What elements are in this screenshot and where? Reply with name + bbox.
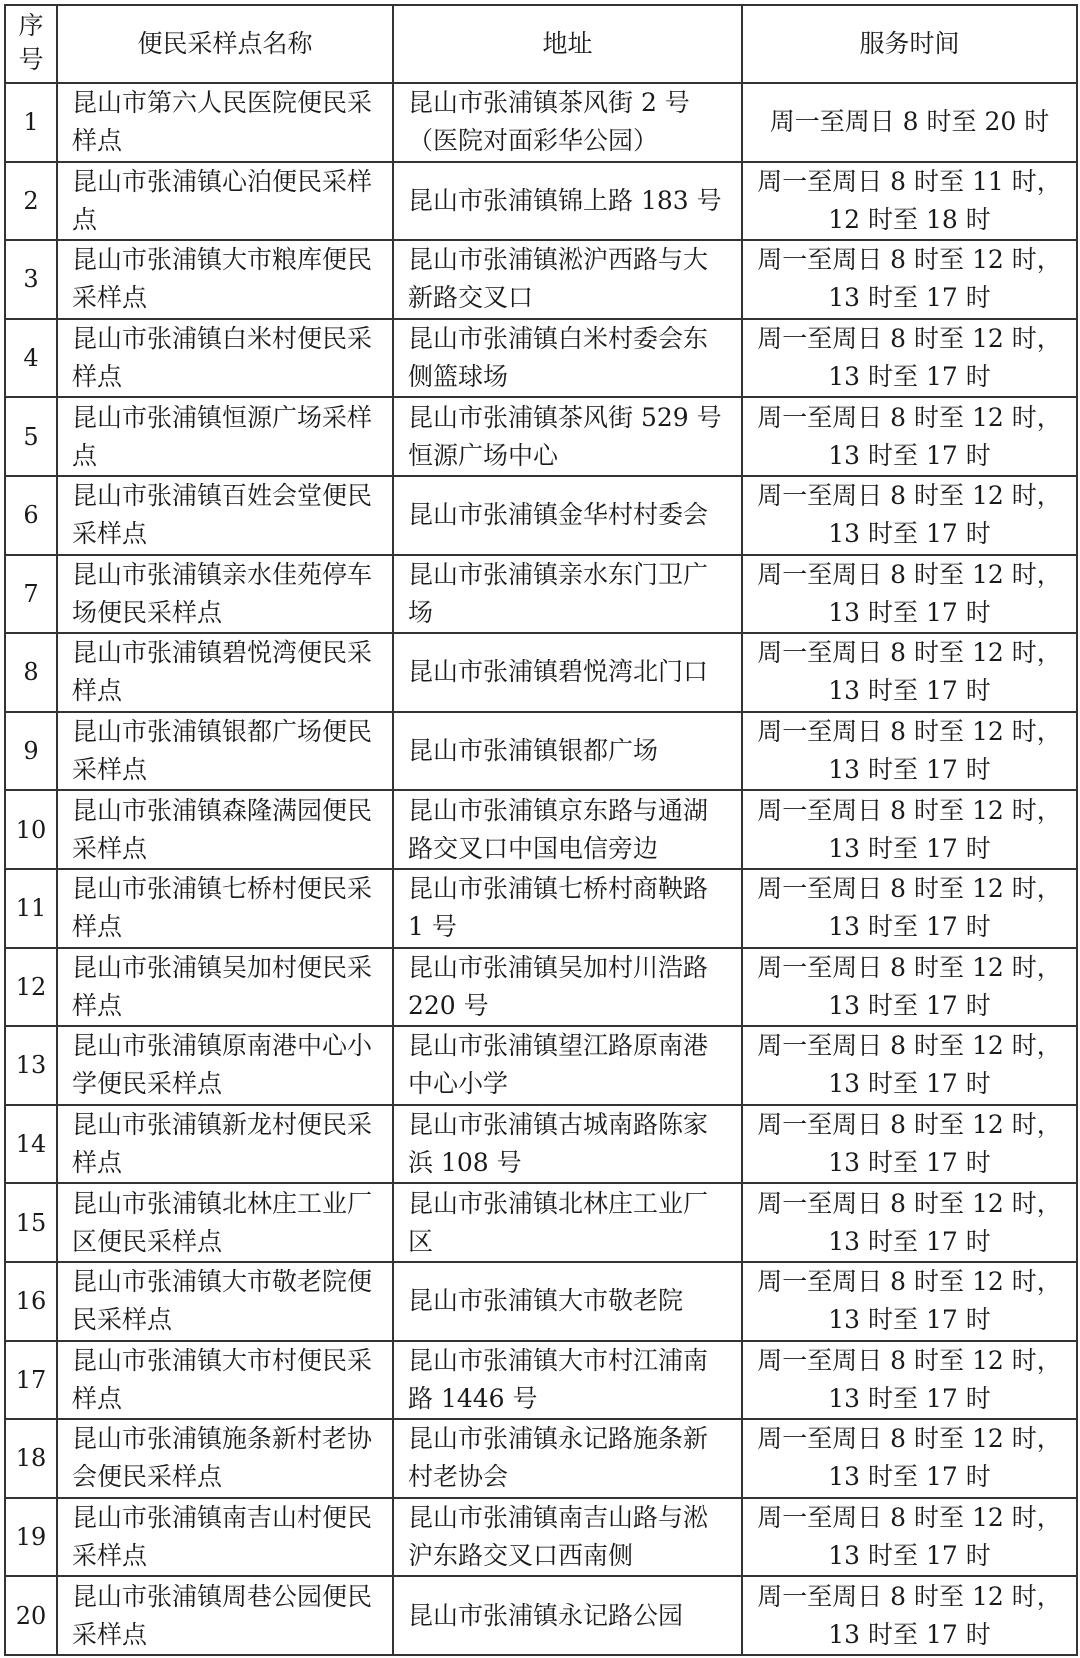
site-name: 昆山市张浦镇大市村便民采样点	[57, 1341, 393, 1420]
site-name: 昆山市张浦镇亲水佳苑停车场便民采样点	[57, 555, 393, 634]
row-index: 15	[5, 1183, 57, 1262]
service-hours: 周一至周日 8 时至 20 时	[742, 83, 1077, 162]
row-index: 19	[5, 1498, 57, 1577]
site-name: 昆山市张浦镇银都广场便民采样点	[57, 712, 393, 791]
site-name: 昆山市第六人民医院便民采样点	[57, 83, 393, 162]
table-row	[5, 633, 1077, 712]
table-row	[5, 319, 1077, 398]
row-index: 13	[5, 1026, 57, 1105]
service-hours: 周一至周日 8 时至 12 时，13 时至 17 时	[742, 633, 1077, 712]
sampling-sites-table	[4, 4, 1078, 1656]
row-index: 7	[5, 555, 57, 634]
table-row	[5, 869, 1077, 948]
table-row	[5, 712, 1077, 791]
site-address: 昆山市张浦镇望江路原南港中心小学	[393, 1026, 742, 1105]
site-address: 昆山市张浦镇茶风街 2 号（医院对面彩华公园）	[393, 83, 742, 162]
table-row	[5, 1105, 1077, 1184]
site-name: 昆山市张浦镇恒源广场采样点	[57, 397, 393, 476]
service-hours: 周一至周日 8 时至 12 时，13 时至 17 时	[742, 1576, 1077, 1655]
row-index: 8	[5, 633, 57, 712]
site-address: 昆山市张浦镇金华村村委会	[393, 476, 742, 555]
row-index: 6	[5, 476, 57, 555]
site-address: 昆山市张浦镇古城南路陈家浜 108 号	[393, 1105, 742, 1184]
service-hours: 周一至周日 8 时至 12 时，13 时至 17 时	[742, 476, 1077, 555]
site-name: 昆山市张浦镇北林庄工业厂区便民采样点	[57, 1183, 393, 1262]
service-hours: 周一至周日 8 时至 11 时，12 时至 18 时	[742, 162, 1077, 241]
site-name: 昆山市张浦镇南吉山村便民采样点	[57, 1498, 393, 1577]
site-address: 昆山市张浦镇淞沪西路与大新路交叉口	[393, 240, 742, 319]
table-row	[5, 1262, 1077, 1341]
site-name: 昆山市张浦镇白米村便民采样点	[57, 319, 393, 398]
row-index: 20	[5, 1576, 57, 1655]
site-address: 昆山市张浦镇亲水东门卫广场	[393, 555, 742, 634]
row-index: 5	[5, 397, 57, 476]
table-row	[5, 790, 1077, 869]
row-index: 2	[5, 162, 57, 241]
site-name: 昆山市张浦镇大市敬老院便民采样点	[57, 1262, 393, 1341]
table-row	[5, 1576, 1077, 1655]
table-row	[5, 162, 1077, 241]
service-hours: 周一至周日 8 时至 12 时，13 时至 17 时	[742, 1105, 1077, 1184]
row-index: 11	[5, 869, 57, 948]
service-hours: 周一至周日 8 时至 12 时，13 时至 17 时	[742, 319, 1077, 398]
service-hours: 周一至周日 8 时至 12 时，13 时至 17 时	[742, 397, 1077, 476]
site-address: 昆山市张浦镇银都广场	[393, 712, 742, 791]
header-address: 地址	[393, 5, 742, 83]
row-index: 1	[5, 83, 57, 162]
service-hours: 周一至周日 8 时至 12 时，13 时至 17 时	[742, 1498, 1077, 1577]
site-name: 昆山市张浦镇新龙村便民采样点	[57, 1105, 393, 1184]
service-hours: 周一至周日 8 时至 12 时，13 时至 17 时	[742, 1183, 1077, 1262]
service-hours: 周一至周日 8 时至 12 时，13 时至 17 时	[742, 555, 1077, 634]
site-address: 昆山市张浦镇南吉山路与淞沪东路交叉口西南侧	[393, 1498, 742, 1577]
row-index: 16	[5, 1262, 57, 1341]
site-address: 昆山市张浦镇北林庄工业厂区	[393, 1183, 742, 1262]
site-name: 昆山市张浦镇吴加村便民采样点	[57, 948, 393, 1027]
row-index: 4	[5, 319, 57, 398]
site-name: 昆山市张浦镇大市粮库便民采样点	[57, 240, 393, 319]
header-index	[5, 5, 57, 83]
site-name: 昆山市张浦镇施条新村老协会便民采样点	[57, 1419, 393, 1498]
site-address: 昆山市张浦镇永记路施条新村老协会	[393, 1419, 742, 1498]
service-hours: 周一至周日 8 时至 12 时，13 时至 17 时	[742, 712, 1077, 791]
table-body	[5, 83, 1077, 1655]
site-address: 昆山市张浦镇茶风街 529 号恒源广场中心	[393, 397, 742, 476]
site-name: 昆山市张浦镇百姓会堂便民采样点	[57, 476, 393, 555]
site-address: 昆山市张浦镇白米村委会东侧篮球场	[393, 319, 742, 398]
table-row	[5, 476, 1077, 555]
site-name: 昆山市张浦镇森隆满园便民采样点	[57, 790, 393, 869]
site-name: 昆山市张浦镇碧悦湾便民采样点	[57, 633, 393, 712]
service-hours: 周一至周日 8 时至 12 时，13 时至 17 时	[742, 1419, 1077, 1498]
service-hours: 周一至周日 8 时至 12 时，13 时至 17 时	[742, 869, 1077, 948]
site-name: 昆山市张浦镇七桥村便民采样点	[57, 869, 393, 948]
site-name: 昆山市张浦镇心泊便民采样点	[57, 162, 393, 241]
row-index: 18	[5, 1419, 57, 1498]
service-hours: 周一至周日 8 时至 12 时，13 时至 17 时	[742, 790, 1077, 869]
site-address: 昆山市张浦镇永记路公园	[393, 1576, 742, 1655]
table-row	[5, 948, 1077, 1027]
service-hours: 周一至周日 8 时至 12 时，13 时至 17 时	[742, 1341, 1077, 1420]
row-index: 9	[5, 712, 57, 791]
service-hours: 周一至周日 8 时至 12 时，13 时至 17 时	[742, 948, 1077, 1027]
row-index: 14	[5, 1105, 57, 1184]
row-index: 12	[5, 948, 57, 1027]
site-address: 昆山市张浦镇大市敬老院	[393, 1262, 742, 1341]
table-row	[5, 1419, 1077, 1498]
header-row	[5, 5, 1077, 83]
site-address: 昆山市张浦镇吴加村川浩路 220 号	[393, 948, 742, 1027]
table-row	[5, 240, 1077, 319]
header-name: 便民采样点名称	[57, 5, 393, 83]
header-hours: 服务时间	[742, 5, 1077, 83]
table-row	[5, 555, 1077, 634]
site-address: 昆山市张浦镇京东路与通湖路交叉口中国电信旁边	[393, 790, 742, 869]
header-index-label: 序号	[18, 11, 44, 74]
site-address: 昆山市张浦镇大市村江浦南路 1446 号	[393, 1341, 742, 1420]
table-row	[5, 1498, 1077, 1577]
site-address: 昆山市张浦镇七桥村商鞅路 1 号	[393, 869, 742, 948]
service-hours: 周一至周日 8 时至 12 时，13 时至 17 时	[742, 1262, 1077, 1341]
site-name: 昆山市张浦镇周巷公园便民采样点	[57, 1576, 393, 1655]
table-row	[5, 1341, 1077, 1420]
row-index: 17	[5, 1341, 57, 1420]
table-row	[5, 1026, 1077, 1105]
site-address: 昆山市张浦镇锦上路 183 号	[393, 162, 742, 241]
service-hours: 周一至周日 8 时至 12 时，13 时至 17 时	[742, 240, 1077, 319]
table-row	[5, 1183, 1077, 1262]
service-hours: 周一至周日 8 时至 12 时，13 时至 17 时	[742, 1026, 1077, 1105]
table-header	[5, 5, 1077, 83]
table-row	[5, 83, 1077, 162]
table-row	[5, 397, 1077, 476]
site-name: 昆山市张浦镇原南港中心小学便民采样点	[57, 1026, 393, 1105]
row-index: 10	[5, 790, 57, 869]
site-address: 昆山市张浦镇碧悦湾北门口	[393, 633, 742, 712]
row-index: 3	[5, 240, 57, 319]
